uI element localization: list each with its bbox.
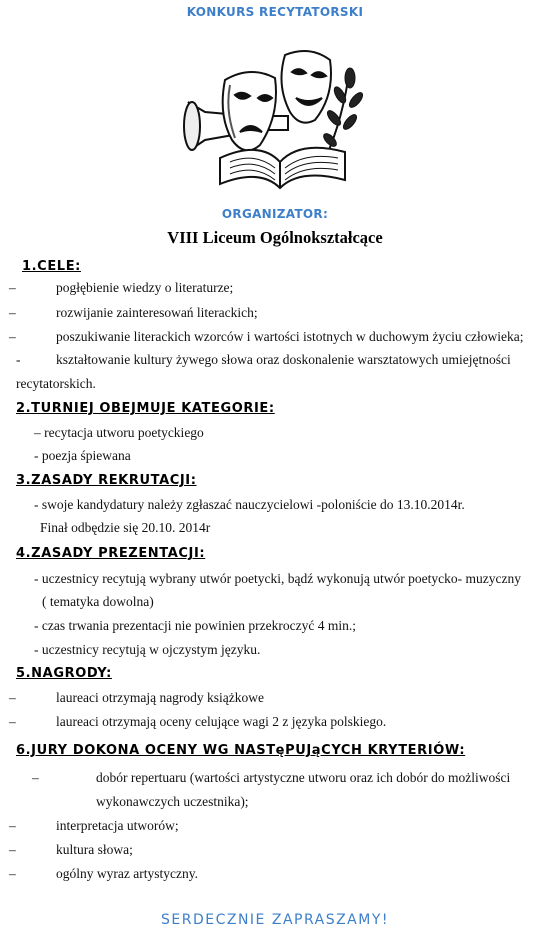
- list-bullet: –: [9, 866, 16, 881]
- list-item: pogłębienie wiedzy o literaturze;: [56, 280, 234, 295]
- list-bullet: –: [9, 280, 16, 295]
- open-book-icon: [220, 148, 345, 188]
- list-item: Finał odbędzie się 20.10. 2014r: [40, 520, 211, 535]
- section-jury-title: 6.JURY DOKONA OCENY WG NASTęPUJąCYCH KRYTERIÓW:: [16, 743, 466, 758]
- list-item: interpretacja utworów;: [56, 818, 179, 833]
- list-bullet: –: [9, 818, 16, 833]
- list-item: - uczestnicy recytują w ojczystym języku.: [34, 642, 261, 657]
- list-bullet: –: [32, 770, 39, 785]
- list-item: - uczestnicy recytują wybrany utwór poetycki, bądź wykonują utwór poetycko- muzyczny: [34, 571, 521, 586]
- section-goals-title: 1.CELE:: [22, 259, 81, 274]
- list-item: rozwijanie zainteresowań literackich;: [56, 305, 258, 320]
- list-item: laureaci otrzymają oceny celujące wagi 2 z języka polskiego.: [56, 714, 387, 729]
- list-bullet: -: [16, 352, 21, 367]
- list-item: kształtowanie kultury żywego słowa oraz doskonalenie warsztatowych umiejętności: [56, 352, 511, 367]
- list-item: poszukiwanie literackich wzorców i wartości istotnych w duchowym życiu człowieka;: [56, 329, 524, 344]
- organizer-name: VIII Liceum Ogólnokształcące: [167, 228, 383, 247]
- list-item: - poezja śpiewana: [34, 448, 131, 463]
- list-item-continuation: ( tematyka dowolna): [42, 594, 154, 609]
- list-item: ogólny wyraz artystyczny.: [56, 866, 198, 881]
- section-prizes-title: 5.NAGRODY:: [16, 666, 112, 681]
- section-recruitment-title: 3.ZASADY REKRUTACJI:: [16, 473, 197, 488]
- list-bullet: –: [9, 714, 16, 729]
- closing-invitation: SERDECZNIE ZAPRASZAMY!: [161, 912, 389, 928]
- list-item-continuation: wykonawczych uczestnika);: [96, 794, 249, 809]
- list-item-continuation: recytatorskich.: [16, 376, 96, 391]
- theatre-masks-illustration: [180, 40, 370, 190]
- organizer-label: ORGANIZATOR:: [221, 207, 329, 221]
- list-item: - czas trwania prezentacji nie powinien przekroczyć 4 min.;: [34, 618, 356, 633]
- list-item: – recytacja utworu poetyckiego: [34, 425, 204, 440]
- contest-title: KONKURS RECYTATORSKI: [186, 5, 364, 19]
- section-presentation-title: 4.ZASADY PREZENTACJI:: [16, 546, 206, 561]
- tragedy-mask-icon: [223, 72, 276, 150]
- list-bullet: –: [9, 690, 16, 705]
- list-bullet: –: [9, 842, 16, 857]
- list-item: laureaci otrzymają nagrody książkowe: [56, 690, 265, 705]
- list-bullet: –: [9, 305, 16, 320]
- section-categories-title: 2.TURNIEJ OBEJMUJE KATEGORIE:: [16, 401, 275, 416]
- list-item: kultura słowa;: [56, 842, 133, 857]
- list-bullet: –: [9, 329, 16, 344]
- list-item: dobór repertuaru (wartości artystyczne utworu oraz ich dobór do możliwości: [96, 770, 511, 785]
- list-item: - swoje kandydatury należy zgłaszać nauczycielowi -poloniście do 13.10.2014r.: [34, 497, 465, 512]
- comedy-mask-icon: [281, 51, 331, 123]
